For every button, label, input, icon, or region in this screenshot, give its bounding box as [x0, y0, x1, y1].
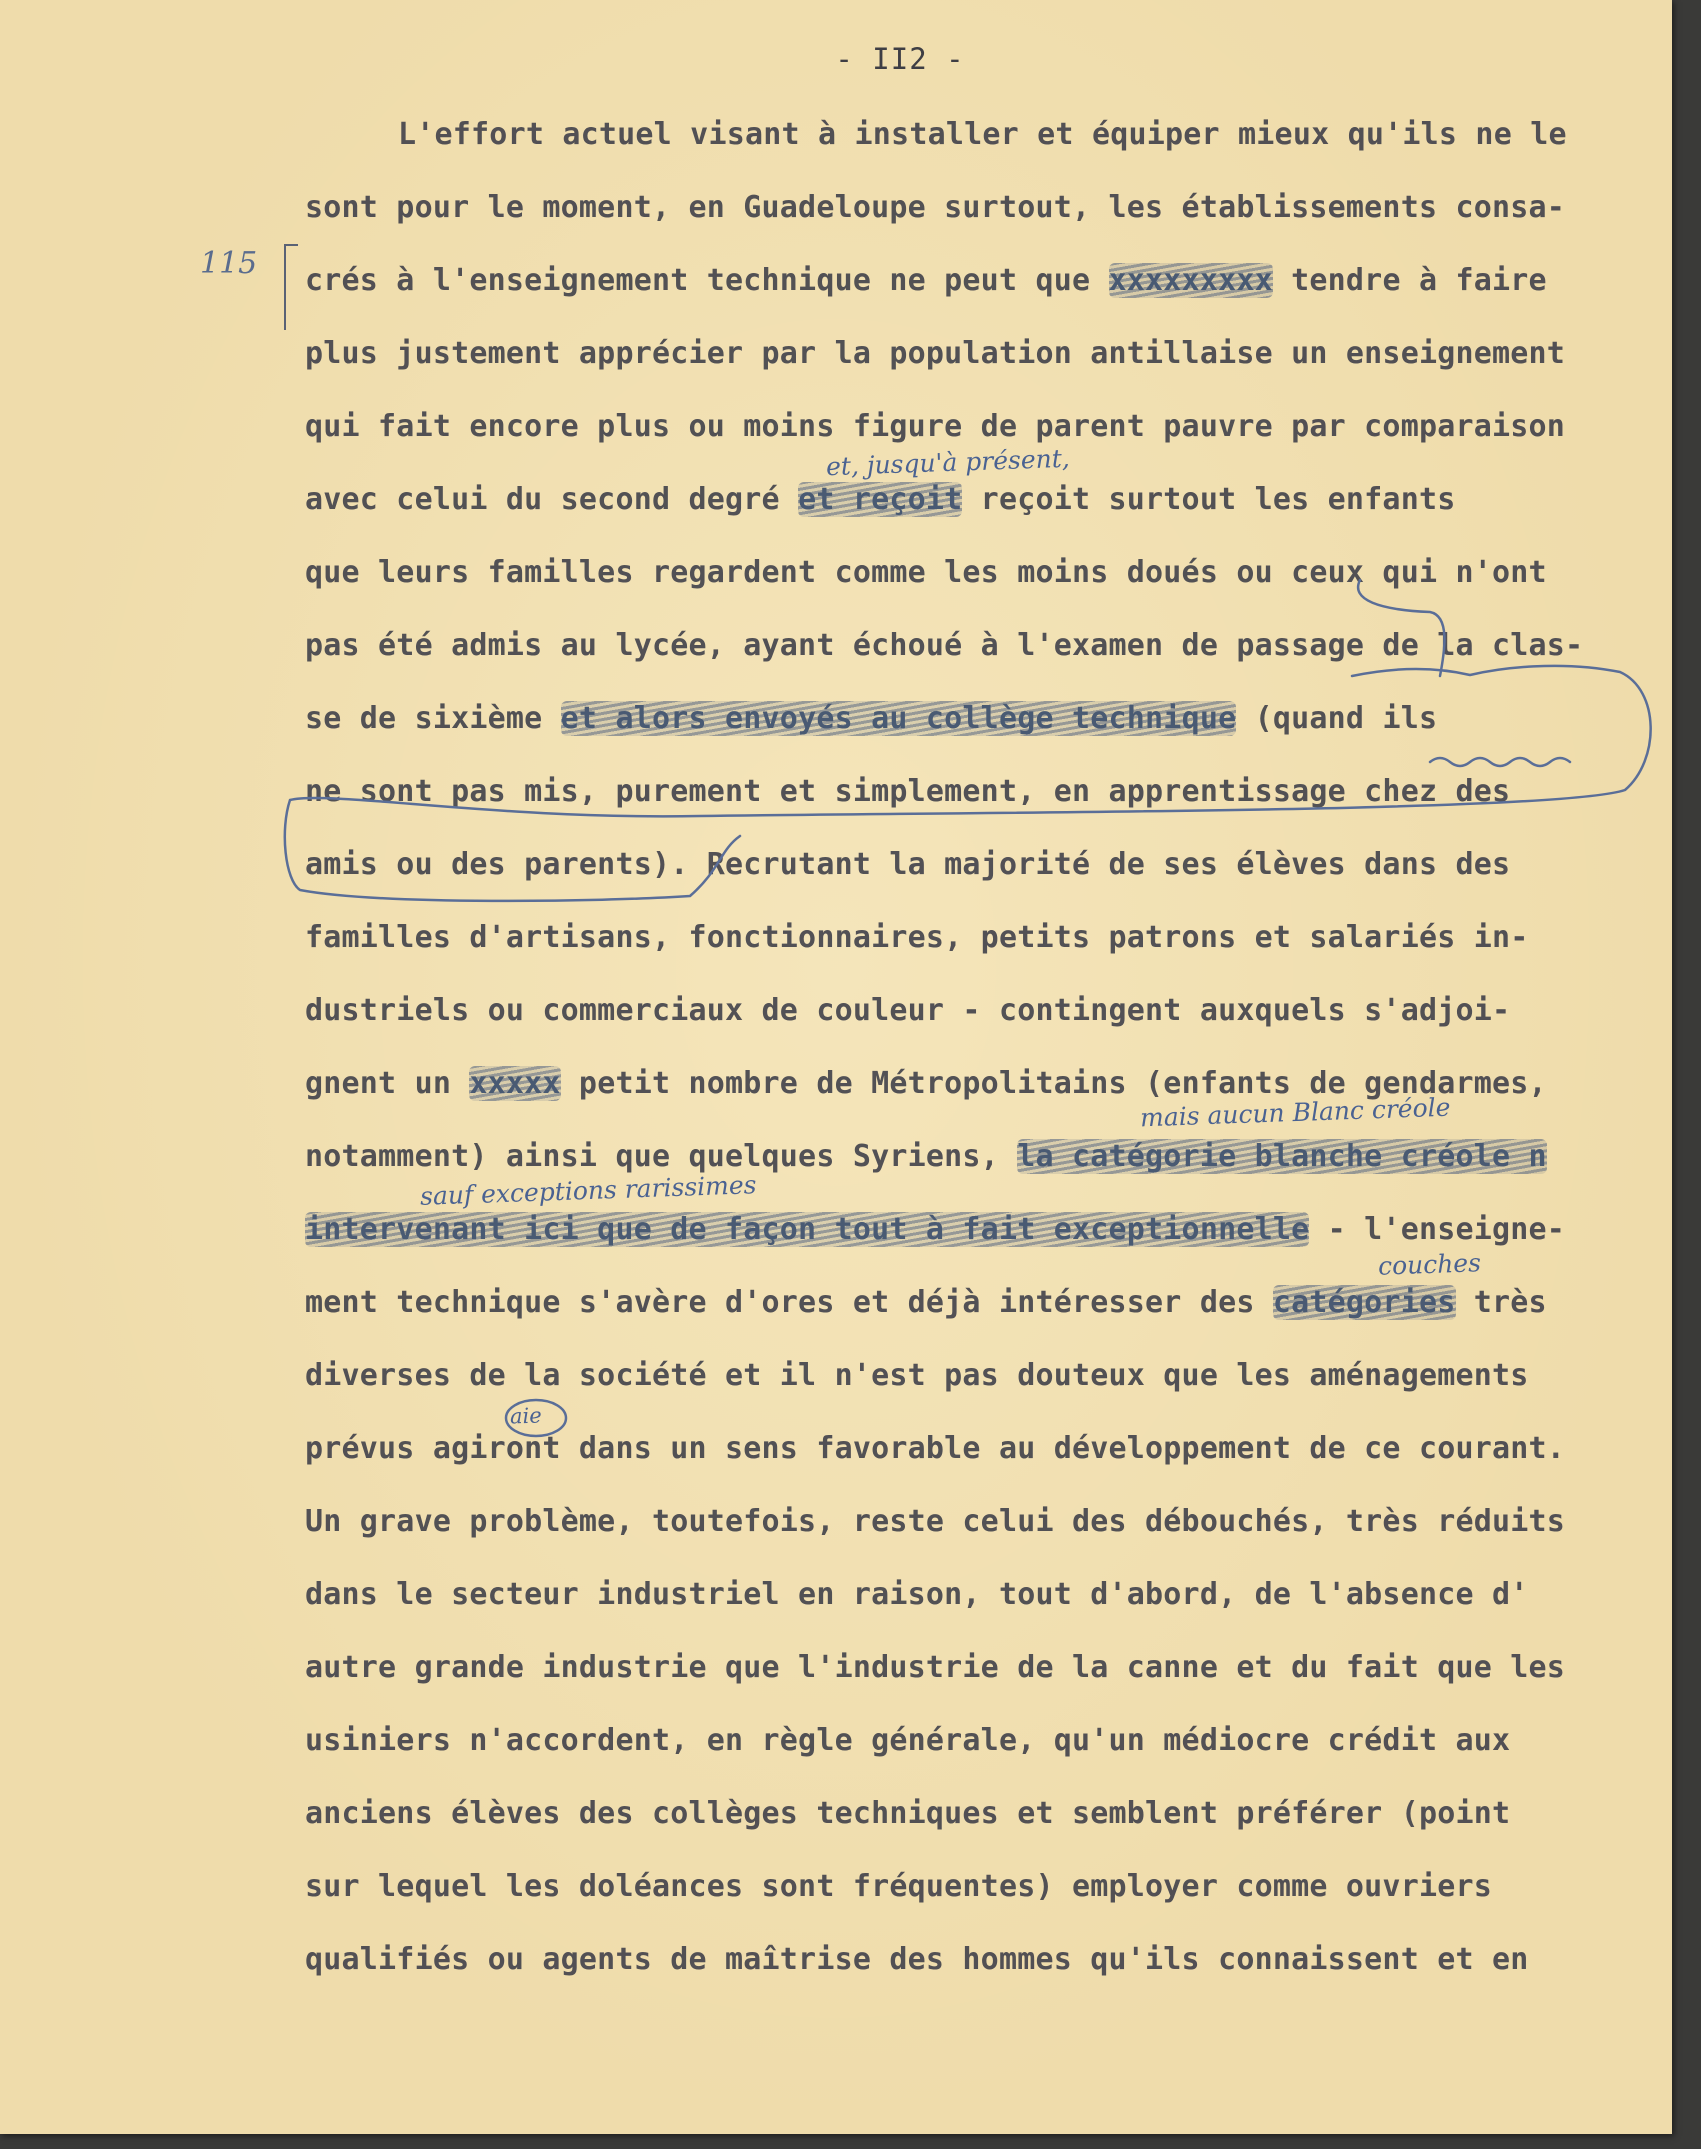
text-line-6: avec celui du second degré et reçoit reçoit surtout les enfants [305, 482, 1456, 517]
text-line-26: qualifiés ou agents de maîtrise des hommes qu'ils connaissent et en [305, 1942, 1529, 1977]
handwritten-insertion: et, jusqu'à présent, [825, 443, 1071, 482]
margin-note: 115 [200, 246, 258, 281]
struck-text: la catégorie blanche créole n [1017, 1139, 1547, 1174]
text-line-3: crés à l'enseignement technique ne peut que xxxxxxxxx tendre à faire [305, 263, 1547, 298]
text-line-8: pas été admis au lycée, ayant échoué à l'examen de passage de la clas- [305, 628, 1584, 663]
struck-text: xxxxxxxxx [1108, 263, 1273, 298]
struck-text: xxxxx [469, 1066, 561, 1101]
text-line-15: notamment) ainsi que quelques Syriens, la catégorie blanche créole n [305, 1139, 1547, 1174]
handwritten-insertion: aie [509, 1403, 543, 1429]
circled-word [506, 1400, 566, 1436]
struck-text: catégories [1272, 1285, 1456, 1320]
text-line-22: autre grande industrie que l'industrie de la canne et du fait que les [305, 1650, 1566, 1685]
insertion-loop [1358, 580, 1444, 676]
text-line-2: sont pour le moment, en Guadeloupe surtout, les établissements consa- [305, 190, 1566, 225]
text-line-18: diverses de la société et il n'est pas douteux que les aménagements [305, 1358, 1529, 1393]
text-line-17: ment technique s'avère d'ores et déjà intéresser des catégories très [305, 1285, 1547, 1320]
encircled-passage [285, 666, 1651, 901]
text-line-7: que leurs familles regardent comme les moins doués ou ceux qui n'ont [305, 555, 1547, 590]
struck-text: et reçoit [798, 482, 963, 517]
text-line-16: intervenant ici que de façon tout à fait exceptionnelle - l'enseigne- [305, 1212, 1566, 1247]
text-line-24: anciens élèves des collèges techniques et semblent préférer (point [305, 1796, 1511, 1831]
page-number: - II2 - [835, 42, 965, 76]
struck-text: intervenant ici que de façon tout à fait exceptionnelle [305, 1212, 1310, 1247]
handwritten-insertion: couches [1377, 1248, 1482, 1281]
text-line-1: L'effort actuel visant à installer et équiper mieux qu'ils ne le [398, 117, 1567, 152]
text-line-19: prévus agiront dans un sens favorable au développement de ce courant. [305, 1431, 1566, 1466]
text-line-5: qui fait encore plus ou moins figure de parent pauvre par comparaison [305, 409, 1566, 444]
text-line-9: se de sixième et alors envoyés au collège technique (quand ils [305, 701, 1438, 736]
text-line-14: gnent un xxxxx petit nombre de Métropolitains (enfants de gendarmes, [305, 1066, 1547, 1101]
text-line-25: sur lequel les doléances sont fréquentes) employer comme ouvriers [305, 1869, 1492, 1904]
text-line-13: dustriels ou commerciaux de couleur - contingent auxquels s'adjoi- [305, 993, 1511, 1028]
handwritten-insertion: mais aucun Blanc créole [1139, 1092, 1451, 1133]
text-line-11: amis ou des parents). Recrutant la majorité de ses élèves dans des [305, 847, 1511, 882]
struck-text: et alors envoyés au collège technique [560, 701, 1237, 736]
text-line-4: plus justement apprécier par la population antillaise un enseignement [305, 336, 1566, 371]
text-line-12: familles d'artisans, fonctionnaires, petits patrons et salariés in- [305, 920, 1529, 955]
underline-squiggle [1430, 758, 1570, 766]
text-line-10: ne sont pas mis, purement et simplement, en apprentissage chez des [305, 774, 1511, 809]
text-line-21: dans le secteur industriel en raison, tout d'abord, de l'absence d' [305, 1577, 1529, 1612]
text-line-23: usiniers n'accordent, en règle générale, qu'un médiocre crédit aux [305, 1723, 1511, 1758]
handwritten-insertion: sauf exceptions rarissimes [419, 1170, 757, 1211]
text-line-20: Un grave problème, toutefois, reste celui des débouchés, très réduits [305, 1504, 1566, 1539]
